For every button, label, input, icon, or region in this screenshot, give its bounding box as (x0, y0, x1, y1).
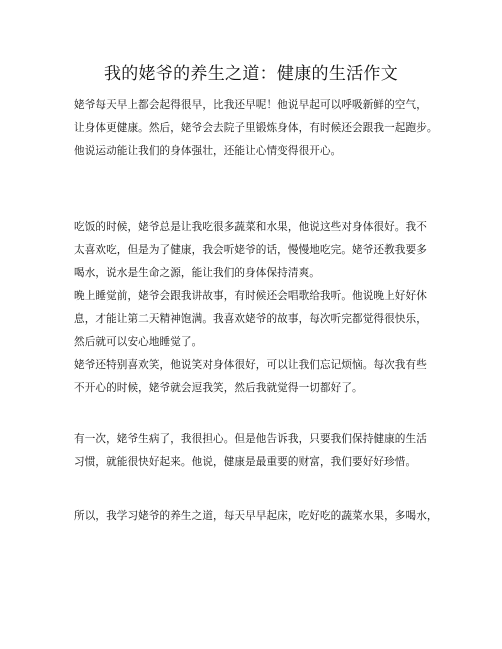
paragraph-1 (74, 94, 438, 163)
paragraph-line: 不开心的时候，姥爷就会逗我笑，然后我就觉得一切都好了。 (74, 382, 363, 394)
paragraph-2 (74, 216, 434, 285)
document-title: 我的姥爷的养生之道：健康的生活作文 (103, 64, 399, 84)
paragraph-line: 有一次，姥爷生病了，我很担心。但是他告诉我，只要我们保持健康的生活 (74, 433, 427, 445)
paragraph-4 (74, 354, 434, 400)
paragraph-3 (74, 285, 434, 354)
paragraph-line: 吃饭的时候，姥爷总是让我吃很多蔬菜和水果，他说这些对身体很好。我不 (74, 221, 427, 233)
paragraph-line: 习惯，就能很快好起来。他说，健康是最重要的财富，我们要好好珍惜。 (74, 456, 417, 468)
paragraph-line: 让身体更健康。然后，姥爷会去院子里锻炼身体，有时候还会跟我一起跑步。 (74, 122, 438, 134)
paragraph-line: 姥爷每天早上都会起得很早，比我还早呢！他说早起可以呼吸新鲜的空气， (74, 99, 427, 111)
paragraph-line: 喝水，说水是生命之源，能让我们的身体保持清爽。 (74, 267, 320, 279)
paragraph-line: 他说运动能让我们的身体强壮，还能让心情变得很开心。 (74, 145, 342, 157)
paragraph-line: 息，才能让第二天精神饱满。我喜欢姥爷的故事，每次听完都觉得很快乐， (74, 313, 427, 325)
paragraph-line: 太喜欢吃，但是为了健康，我会听姥爷的话，慢慢地吃完。姥爷还教我要多 (74, 244, 427, 256)
paragraph-line: 晚上睡觉前，姥爷会跟我讲故事，有时候还会唱歌给我听。他说晚上好好休 (74, 290, 427, 302)
paragraph-line: 然后就可以安心地睡觉了。 (74, 336, 203, 348)
paragraph-line: 姥爷还特别喜欢笑，他说笑对身体很好，可以让我们忘记烦恼。每次我有些 (74, 359, 427, 371)
paragraph-line: 所以，我学习姥爷的养生之道，每天早早起床，吃好吃的蔬菜水果，多喝水， (74, 510, 438, 522)
paragraph-5 (74, 428, 434, 474)
paragraph-6 (74, 505, 438, 528)
